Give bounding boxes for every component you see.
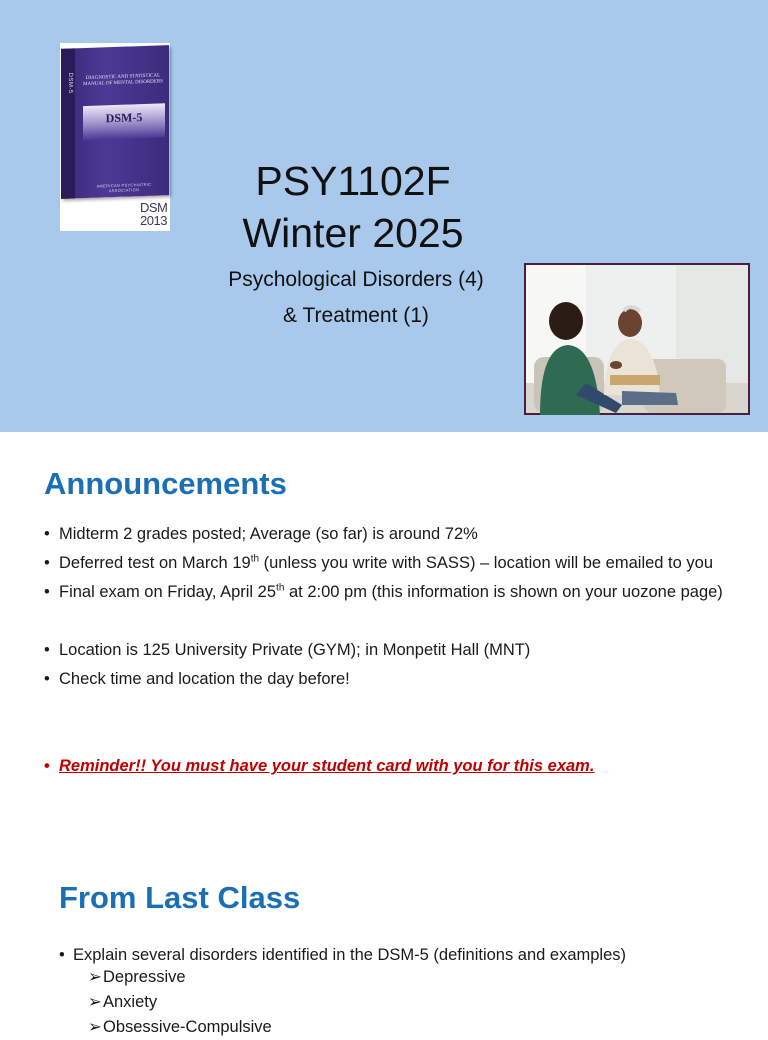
announcement-text-start: Final exam on Friday, April 25 bbox=[59, 583, 277, 601]
recap-text: Explain several disorders identified in the DSM-5 (definitions and examples) bbox=[73, 946, 627, 964]
announcement-text: Midterm 2 grades posted; Average (so far) is around 72% bbox=[59, 525, 478, 543]
from-last-class-list bbox=[59, 945, 759, 1040]
dsm5-book-image bbox=[60, 43, 170, 231]
lecture-topic-line2: & Treatment (1) bbox=[283, 304, 429, 327]
book-spine-text: DSM-5 bbox=[67, 72, 73, 94]
course-code: PSY1102F bbox=[255, 158, 451, 204]
book-year-label bbox=[140, 201, 170, 227]
title-slide bbox=[0, 0, 768, 432]
ordinal-suffix: th bbox=[250, 553, 260, 565]
announcement-final-exam bbox=[44, 582, 724, 602]
announcement-text-end: (unless you write with SASS) – location will be emailed to you bbox=[259, 554, 713, 572]
arrow-bullet-icon: ➢ bbox=[88, 1018, 102, 1036]
announcements-slide bbox=[0, 432, 768, 1036]
announcement-text-start: Deferred test on March 19 bbox=[59, 554, 251, 572]
announcement-text-end: at 2:00 pm (this information is shown on your uozone page) bbox=[284, 583, 723, 601]
announcement-location bbox=[44, 640, 724, 660]
arrow-bullet-icon: ➢ bbox=[88, 968, 102, 986]
book-spine bbox=[61, 48, 75, 198]
book-edition-label: DSM-5 bbox=[105, 110, 143, 126]
announcement-reminder bbox=[44, 756, 724, 776]
bullet-icon: • bbox=[44, 583, 50, 601]
bullet-icon: • bbox=[44, 641, 50, 659]
recap-subitem-ocd bbox=[59, 1015, 759, 1040]
subitem-text: Anxiety bbox=[103, 993, 158, 1011]
subitem-text: Depressive bbox=[103, 968, 186, 986]
announcement-midterm-grades bbox=[44, 524, 724, 544]
book-publisher: AMERICAN PSYCHIATRIC ASSOCIATION bbox=[96, 181, 152, 194]
course-term: Winter 2025 bbox=[242, 210, 464, 256]
bullet-icon: • bbox=[59, 946, 65, 964]
announcement-text: Location is 125 University Private (GYM); in Monpetit Hall (MNT) bbox=[59, 641, 531, 659]
book-title: DIAGNOSTIC AND STATISTICAL MANUAL OF MENTAL DISORDERS bbox=[83, 73, 163, 88]
reminder-text: Reminder!! You must have your student card with you for this exam. bbox=[59, 757, 595, 775]
ordinal-suffix: th bbox=[276, 582, 285, 594]
announcements-heading: Announcements bbox=[44, 466, 287, 501]
recap-item bbox=[59, 945, 759, 965]
announcement-text: Check time and location the day before! bbox=[59, 670, 350, 688]
announcement-check-time bbox=[44, 669, 724, 689]
bullet-icon: • bbox=[44, 554, 50, 572]
subitem-text: Obsessive-Compulsive bbox=[103, 1018, 272, 1036]
book-year-line2: 2013 bbox=[140, 213, 167, 228]
bullet-icon: • bbox=[44, 670, 50, 688]
book-year-line1: DSM bbox=[140, 200, 168, 215]
announcement-deferred-test bbox=[44, 553, 724, 573]
from-last-class-heading: From Last Class bbox=[59, 880, 301, 915]
arrow-bullet-icon: ➢ bbox=[88, 993, 102, 1011]
recap-subitem-anxiety bbox=[59, 990, 759, 1015]
book-cover bbox=[61, 45, 169, 199]
announcements-list bbox=[44, 524, 724, 776]
therapy-session-photo bbox=[524, 263, 750, 415]
bullet-icon: • bbox=[44, 757, 50, 775]
recap-subitem-depressive bbox=[59, 965, 759, 990]
bullet-icon: • bbox=[44, 525, 50, 543]
lecture-topic-line1: Psychological Disorders (4) bbox=[228, 268, 484, 291]
